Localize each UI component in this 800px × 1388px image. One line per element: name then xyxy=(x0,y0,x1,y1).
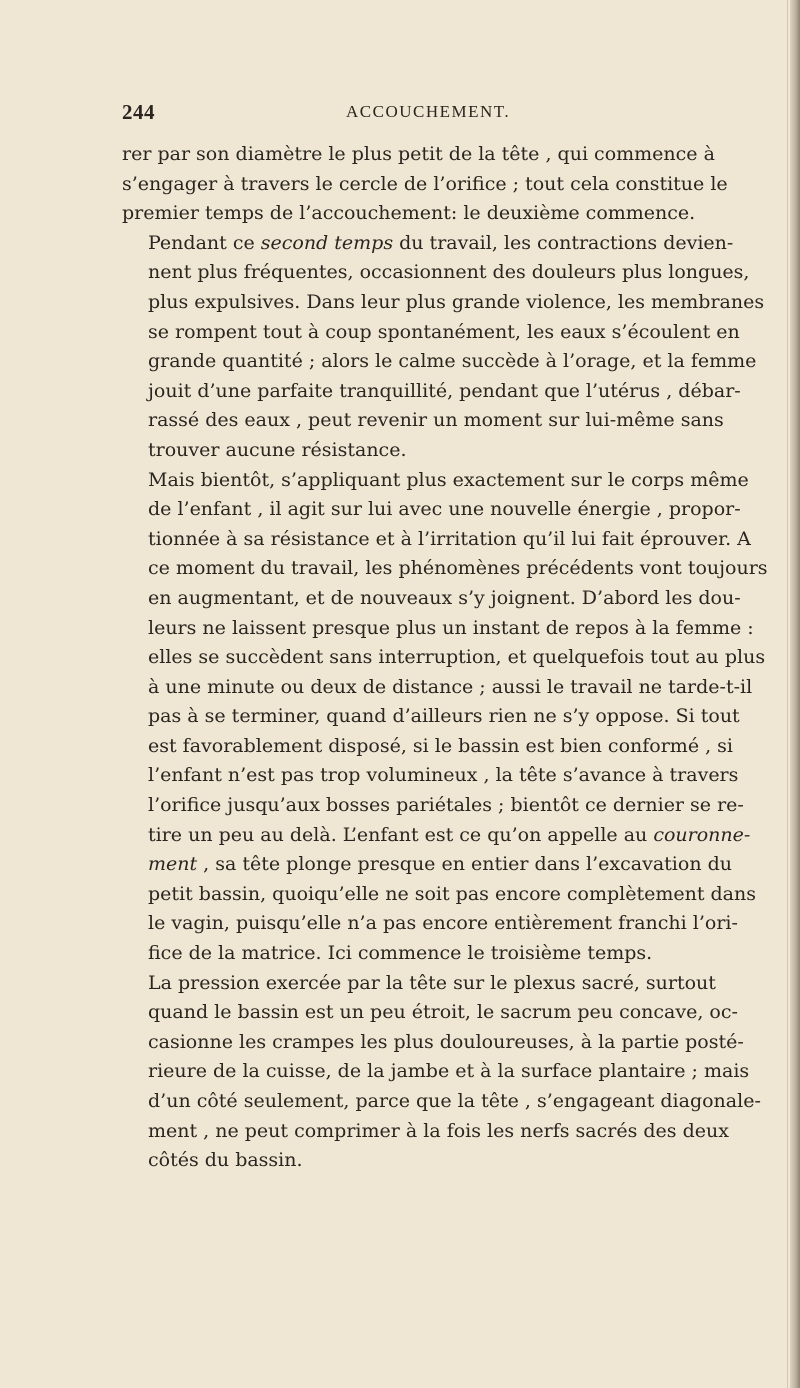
paragraph-2 xyxy=(122,229,765,466)
paragraph-3 xyxy=(122,466,768,969)
text-line: plus expulsives. Dans leur plus grande violence, les membranes xyxy=(148,290,765,313)
italic-term: ment xyxy=(148,853,198,876)
text-line: rer par son diamètre le plus petit de la tête , qui commence à xyxy=(122,143,715,165)
text-line: rieure de la cuisse, de la jambe et à la surface plantaire ; mais xyxy=(148,1060,750,1083)
text-line: La pression exercée par la tête sur le plexus sacré, surtout xyxy=(148,971,716,994)
text-line: est favorablement disposé, si le bassin est bien conformé , si xyxy=(148,734,734,757)
text-line: premier temps de l’accouchement: le deuxième commence. xyxy=(122,202,696,225)
page-edge-line xyxy=(787,0,788,1388)
body-text xyxy=(122,140,768,1176)
text-line: casionne les crampes les plus douloureuses, à la partie posté- xyxy=(148,1030,744,1053)
italic-term: couronne- xyxy=(653,823,751,846)
text-line: pas à se terminer, quand d’ailleurs rien ne s’y oppose. Si tout xyxy=(148,705,740,728)
text-line: Mais bientôt, s’appliquant plus exactement sur le corps même xyxy=(148,468,749,491)
text-line: s’engager à travers le cercle de l’orifice ; tout cela constitue le xyxy=(122,172,728,195)
text-line: petit bassin, quoiqu’elle ne soit pas encore complètement dans xyxy=(148,882,756,905)
text-line: tire un peu au delà. L’enfant est ce qu’on appelle au couronne- xyxy=(148,823,751,846)
paragraph-4 xyxy=(122,969,761,1176)
text-line: fice de la matrice. Ici commence le troisième temps. xyxy=(148,942,653,965)
text-line: elles se succèdent sans interruption, et quelquefois tout au plus xyxy=(148,646,766,669)
text-line: Pendant ce second temps du travail, les contractions devien- xyxy=(148,231,734,254)
text-line: nent plus fréquentes, occasionnent des douleurs plus longues, xyxy=(148,261,750,284)
text-line: jouit d’une parfaite tranquillité, pendant que l’utérus , débar- xyxy=(148,379,741,402)
text-line: grande quantité ; alors le calme succède à l’orage, et la femme xyxy=(148,350,757,373)
text-line: le vagin, puisqu’elle n’a pas encore entièrement franchi l’ori- xyxy=(148,912,738,935)
text-line: côtés du bassin. xyxy=(148,1149,303,1172)
page-header xyxy=(122,100,682,128)
text-line: tionnée à sa résistance et à l’irritation qu’il lui fait éprouver. A xyxy=(148,527,751,550)
text-line: de l’enfant , il agit sur lui avec une nouvelle énergie , propor- xyxy=(148,498,741,521)
text-line: d’un côté seulement, parce que la tête , s’engageant diagonale- xyxy=(148,1090,761,1112)
text-line: trouver aucune résistance. xyxy=(148,438,407,461)
text-line: l’orifice jusqu’aux bosses pariétales ; bientôt ce dernier se re- xyxy=(148,794,744,817)
page-number: 244 xyxy=(122,100,155,124)
paragraph-1 xyxy=(122,140,752,229)
text-line: l’enfant n’est pas trop volumineux , la tête s’avance à travers xyxy=(148,764,739,787)
running-title: ACCOUCHEMENT. xyxy=(346,102,511,121)
text-line: à une minute ou deux de distance ; aussi le travail ne tarde-t-il xyxy=(148,675,753,698)
italic-term: second temps xyxy=(260,231,394,254)
text-line: rassé des eaux , peut revenir un moment sur lui-même sans xyxy=(148,409,724,432)
text-line: leurs ne laissent presque plus un instant de repos à la femme : xyxy=(148,616,754,639)
text-line: en augmentant, et de nouveaux s’y joignent. D’abord les dou- xyxy=(148,586,741,609)
text-line: quand le bassin est un peu étroit, le sacrum peu concave, oc- xyxy=(148,1001,738,1024)
text-line: ce moment du travail, les phénomènes précédents vont toujours xyxy=(148,557,768,580)
page-edge xyxy=(790,0,800,1388)
text-line: ment , sa tête plonge presque en entier dans l’excavation du xyxy=(148,853,732,876)
text-line: ment , ne peut comprimer à la fois les nerfs sacrés des deux xyxy=(148,1119,729,1142)
text-line: se rompent tout à coup spontanément, les eaux s’écoulent en xyxy=(148,320,740,343)
